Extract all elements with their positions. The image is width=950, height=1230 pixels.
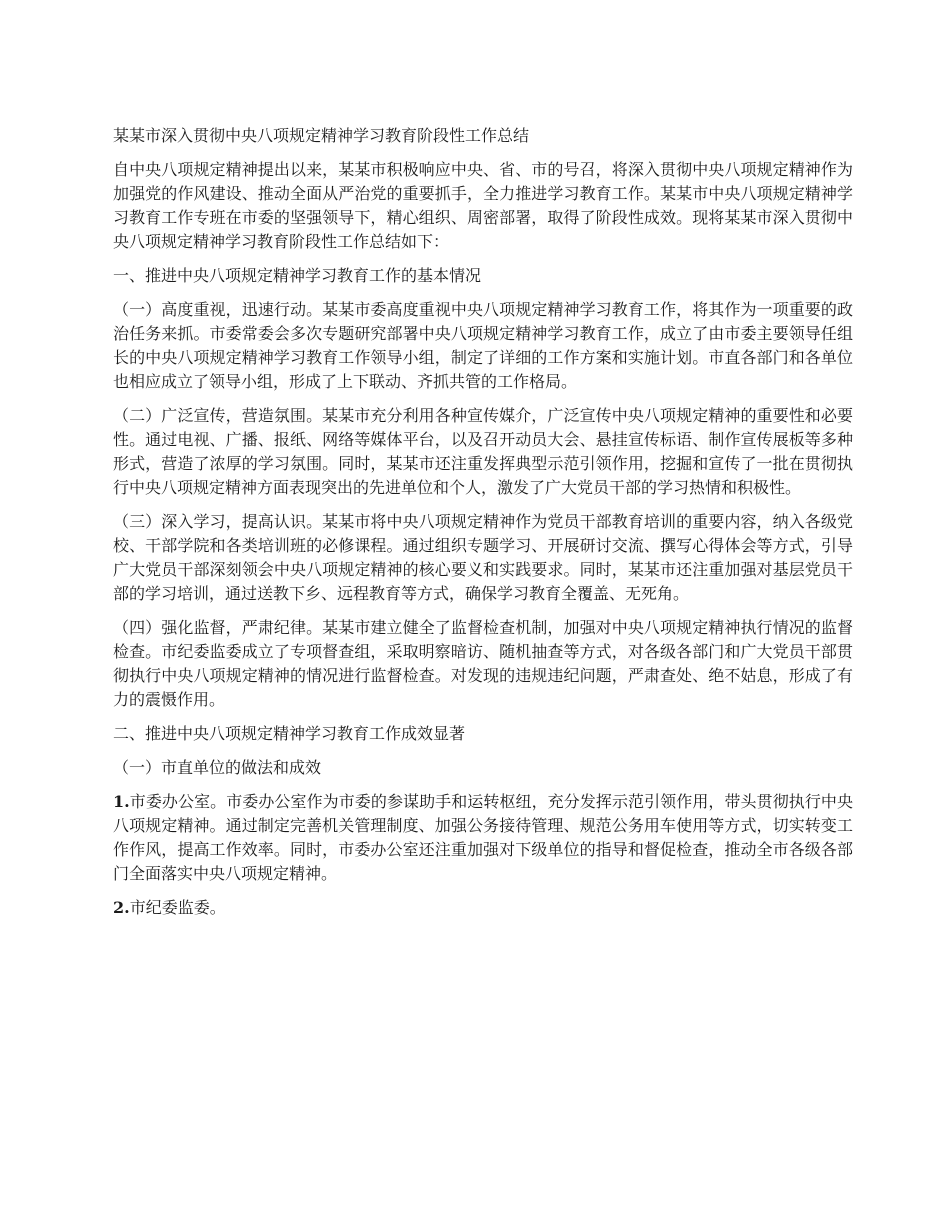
section1-heading: 一、推进中央八项规定精神学习教育工作的基本情况 xyxy=(113,266,482,285)
section1-paragraph-2: （二）广泛宣传，营造氛围。某某市充分利用各种宣传媒介，广泛宣传中央八项规定精神的重要性和必要性。通过电视、广播、报纸、网络等媒体平台，以及召开动员大会、悬挂宣传标语、制作宣传展板等多种形式，营造了浓厚的学习氛围。同时，某某市还注重发挥典型示范引领作用，挖掘和宣传了一批在贯彻执行中央八项规定精神方面表现突出的先进单位和个人，激发了广大党员干部的学习热情和积极性。 xyxy=(113,406,853,497)
document-title: 某某市深入贯彻中央八项规定精神学习教育阶段性工作总结 xyxy=(113,126,530,145)
item-1-text: 市委办公室。市委办公室作为市委的参谋助手和运转枢纽，充分发挥示范引领作用，带头贯彻执行中央八项规定精神。通过制定完善机关管理制度、加强公务接待管理、规范公务用车使用等方式，切实转变工作作风，提高工作效率。同时，市委办公室还注重加强对下级单位的指导和督促检查，推动全市各级各部门全面落实中央八项规定精神。 xyxy=(113,792,853,883)
document-page xyxy=(113,124,853,930)
item-2-paragraph xyxy=(113,896,853,920)
section2-heading: 二、推进中央八项规定精神学习教育工作成效显著 xyxy=(113,724,466,743)
item-1-paragraph xyxy=(113,790,853,886)
item-2-number: 2. xyxy=(113,898,130,917)
section1-paragraph-3: （三）深入学习，提高认识。某某市将中央八项规定精神作为党员干部教育培训的重要内容，纳入各级党校、干部学院和各类培训班的必修课程。通过组织专题学习、开展研讨交流、撰写心得体会等方式，引导广大党员干部深刻领会中央八项规定精神的核心要义和实践要求。同时，某某市还注重加强对基层党员干部的学习培训，通过送教下乡、远程教育等方式，确保学习教育全覆盖、无死角。 xyxy=(113,512,853,603)
item-1-number: 1. xyxy=(113,792,130,811)
section1-paragraph-4: （四）强化监督，严肃纪律。某某市建立健全了监督检查机制，加强对中央八项规定精神执行情况的监督检查。市纪委监委成立了专项督查组，采取明察暗访、随机抽查等方式，对各级各部门和广大党员干部贯彻执行中央八项规定精神的情况进行监督检查。对发现的违规违纪问题，严肃查处、绝不姑息，形成了有力的震慑作用。 xyxy=(113,618,853,709)
section1-paragraph-1: （一）高度重视，迅速行动。某某市委高度重视中央八项规定精神学习教育工作，将其作为一项重要的政治任务来抓。市委常委会多次专题研究部署中央八项规定精神学习教育工作，成立了由市委主要领导任组长的中央八项规定精神学习教育工作领导小组，制定了详细的工作方案和实施计划。市直各部门和各单位也相应成立了领导小组，形成了上下联动、齐抓共管的工作格局。 xyxy=(113,300,853,391)
section2-subheading-1: （一）市直单位的做法和成效 xyxy=(113,758,322,777)
item-2-text: 市纪委监委。 xyxy=(129,898,226,917)
intro-paragraph: 自中央八项规定精神提出以来，某某市积极响应中央、省、市的号召，将深入贯彻中央八项规定精神作为加强党的作风建设、推动全面从严治党的重要抓手，全力推进学习教育工作。某某市中央八项规定精神学习教育工作专班在市委的坚强领导下，精心组织、周密部署，取得了阶段性成效。现将某某市深入贯彻中央八项规定精神学习教育阶段性工作总结如下： xyxy=(113,160,853,251)
